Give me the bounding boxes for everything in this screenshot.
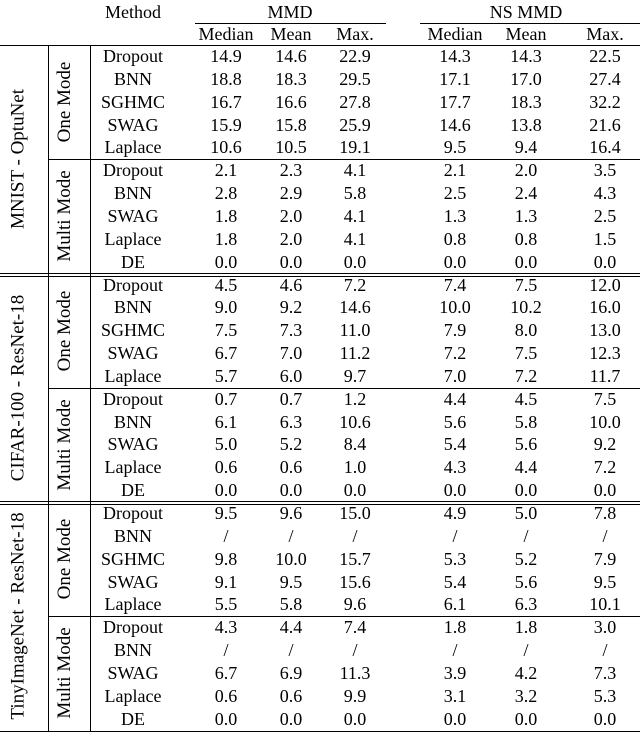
value-cell: 3.9	[443, 662, 467, 683]
value-cell: /	[452, 525, 458, 546]
value-cell: 4.6	[279, 274, 303, 295]
value-cell: 2.1	[443, 160, 467, 181]
value-cell: 4.4	[514, 457, 538, 478]
value-cell: 17.1	[439, 68, 471, 89]
method-cell: SWAG	[107, 571, 159, 592]
value-cell: 8.0	[514, 320, 538, 341]
value-cell: 7.5	[514, 274, 538, 295]
value-cell: 12.3	[589, 343, 621, 364]
value-cell: 0.7	[214, 388, 238, 409]
method-cell: Dropout	[103, 388, 163, 409]
value-cell: 1.3	[514, 205, 538, 226]
value-cell: 12.0	[589, 274, 621, 295]
header-method: Method	[105, 2, 161, 22]
value-cell: 1.8	[214, 205, 238, 226]
header-sub-4: Mean	[505, 24, 547, 44]
header-sub-2: Max.	[336, 24, 374, 44]
value-cell: 10.6	[339, 411, 371, 432]
value-cell: 10.0	[439, 297, 471, 318]
value-cell: 5.6	[514, 434, 538, 455]
value-cell: 10.0	[275, 548, 307, 569]
bottom-rule	[0, 731, 640, 732]
value-cell: 6.3	[279, 411, 303, 432]
value-cell: 5.2	[514, 548, 538, 569]
method-cell: DE	[121, 708, 145, 729]
method-cell: BNN	[113, 640, 152, 661]
value-cell: 0.7	[279, 388, 303, 409]
value-cell: 0.0	[214, 708, 238, 729]
value-cell: 15.8	[275, 114, 307, 135]
value-cell: 14.9	[210, 46, 242, 66]
value-cell: 0.0	[214, 251, 238, 272]
value-cell: 0.0	[343, 251, 367, 272]
value-cell: 7.3	[593, 662, 617, 683]
value-cell: 4.4	[279, 617, 303, 638]
value-cell: 22.9	[339, 46, 371, 66]
value-cell: 0.0	[279, 708, 303, 729]
value-cell: 2.5	[593, 205, 617, 226]
value-cell: 15.7	[339, 548, 371, 569]
value-cell: /	[523, 640, 529, 661]
value-cell: 4.5	[514, 388, 538, 409]
value-cell: /	[352, 640, 358, 661]
value-cell: 9.8	[214, 548, 238, 569]
mode-label: Multi Mode	[54, 170, 75, 263]
value-cell: 9.5	[279, 571, 303, 592]
method-cell: BNN	[113, 297, 152, 318]
value-cell: 7.2	[343, 274, 367, 295]
value-cell: 7.4	[443, 274, 467, 295]
value-cell: 7.2	[514, 365, 538, 386]
header-sub-3: Median	[427, 24, 483, 44]
value-cell: 9.2	[593, 434, 617, 455]
value-cell: 18.3	[275, 68, 307, 89]
value-cell: 4.1	[343, 205, 367, 226]
method-cell: SWAG	[107, 434, 159, 455]
value-cell: 17.0	[510, 68, 542, 89]
value-cell: 29.5	[339, 68, 371, 89]
header-sub-5: Max.	[586, 24, 624, 44]
value-cell: 11.7	[589, 365, 621, 386]
value-cell: 0.0	[443, 251, 467, 272]
mode-label: One Mode	[54, 518, 75, 600]
value-cell: 9.0	[214, 297, 238, 318]
value-cell: 0.0	[279, 480, 303, 501]
value-cell: 7.5	[593, 388, 617, 409]
method-cell: Laplace	[104, 365, 162, 386]
value-cell: 4.3	[214, 617, 238, 638]
value-cell: 6.7	[214, 343, 238, 364]
value-cell: 16.0	[589, 297, 621, 318]
value-cell: 0.0	[443, 708, 467, 729]
value-cell: 1.8	[514, 617, 538, 638]
value-cell: 5.0	[514, 503, 538, 523]
value-cell: 18.3	[510, 91, 542, 112]
value-cell: 0.6	[214, 685, 238, 706]
value-cell: 0.6	[279, 685, 303, 706]
value-cell: 13.0	[589, 320, 621, 341]
value-cell: /	[288, 640, 294, 661]
value-cell: 2.8	[214, 183, 238, 204]
method-cell: Laplace	[104, 137, 162, 158]
method-cell: SGHMC	[100, 91, 166, 112]
value-cell: 3.0	[593, 617, 617, 638]
value-cell: 6.1	[214, 411, 238, 432]
value-cell: 14.6	[439, 114, 471, 135]
value-cell: /	[288, 525, 294, 546]
value-cell: 9.1	[214, 571, 238, 592]
value-cell: 32.2	[589, 91, 621, 112]
value-cell: 4.4	[443, 388, 467, 409]
mode-label: Multi Mode	[54, 627, 75, 720]
value-cell: 0.0	[343, 708, 367, 729]
value-cell: 5.4	[443, 434, 467, 455]
value-cell: 4.2	[514, 662, 538, 683]
value-cell: 1.3	[443, 205, 467, 226]
value-cell: 7.9	[593, 548, 617, 569]
mode-label: One Mode	[54, 290, 75, 371]
header-sub-1: Mean	[270, 24, 312, 44]
method-cell: BNN	[113, 68, 152, 89]
value-cell: 15.9	[210, 114, 242, 135]
value-cell: 13.8	[510, 114, 542, 135]
method-cell: Dropout	[103, 160, 163, 181]
column-rule	[90, 45, 91, 731]
value-cell: 9.7	[343, 365, 367, 386]
value-cell: 8.4	[343, 434, 367, 455]
method-cell: DE	[121, 251, 145, 272]
header-mmd: MMD	[267, 2, 313, 22]
value-cell: 4.3	[443, 457, 467, 478]
dataset-label: TinyImageNet - ResNet-18	[7, 512, 28, 720]
value-cell: 27.8	[339, 91, 371, 112]
value-cell: 0.0	[514, 708, 538, 729]
value-cell: 0.6	[279, 457, 303, 478]
header-ns-mmd: NS MMD	[489, 2, 563, 22]
method-cell: SWAG	[107, 343, 159, 364]
value-cell: /	[223, 525, 229, 546]
method-cell: SGHMC	[100, 320, 166, 341]
value-cell: 11.3	[339, 662, 371, 683]
method-cell: SWAG	[107, 114, 159, 135]
value-cell: 5.0	[214, 434, 238, 455]
value-cell: 17.7	[439, 91, 471, 112]
value-cell: 2.4	[514, 183, 538, 204]
value-cell: 19.1	[339, 137, 371, 158]
value-cell: 0.0	[514, 480, 538, 501]
value-cell: 9.4	[514, 137, 538, 158]
value-cell: 1.8	[214, 228, 238, 249]
mode-label: One Mode	[54, 61, 75, 143]
value-cell: 6.3	[514, 594, 538, 615]
value-cell: 7.5	[514, 343, 538, 364]
value-cell: 9.6	[343, 594, 367, 615]
value-cell: 7.5	[214, 320, 238, 341]
value-cell: 9.6	[279, 503, 303, 523]
value-cell: 9.9	[343, 685, 367, 706]
method-cell: DE	[121, 480, 145, 501]
value-cell: 7.3	[279, 320, 303, 341]
value-cell: 0.0	[279, 251, 303, 272]
value-cell: 4.1	[343, 160, 367, 181]
value-cell: 7.0	[279, 343, 303, 364]
value-cell: 27.4	[589, 68, 621, 89]
method-cell: SWAG	[107, 205, 159, 226]
value-cell: 7.8	[593, 503, 617, 523]
value-cell: 7.0	[443, 365, 467, 386]
value-cell: 2.9	[279, 183, 303, 204]
value-cell: 18.8	[210, 68, 242, 89]
value-cell: 3.1	[443, 685, 467, 706]
value-cell: 2.0	[279, 205, 303, 226]
value-cell: 10.0	[589, 411, 621, 432]
column-rule	[48, 45, 49, 731]
value-cell: 15.6	[339, 571, 371, 592]
value-cell: 5.7	[214, 365, 238, 386]
method-cell: Laplace	[104, 685, 162, 706]
value-cell: 14.6	[275, 46, 307, 66]
header-sub-0: Median	[198, 24, 254, 44]
value-cell: 6.0	[279, 365, 303, 386]
value-cell: 14.3	[510, 46, 542, 66]
value-cell: /	[602, 525, 608, 546]
value-cell: 10.5	[275, 137, 307, 158]
value-cell: 0.0	[214, 480, 238, 501]
value-cell: 3.5	[593, 160, 617, 181]
value-cell: 0.8	[443, 228, 467, 249]
value-cell: 0.0	[593, 251, 617, 272]
value-cell: 5.8	[279, 594, 303, 615]
value-cell: 5.6	[443, 411, 467, 432]
value-cell: 1.5	[593, 228, 617, 249]
value-cell: 25.9	[339, 114, 371, 135]
value-cell: 6.9	[279, 662, 303, 683]
value-cell: 2.5	[443, 183, 467, 204]
dataset-label: MNIST - OptuNet	[7, 89, 28, 230]
value-cell: 0.0	[443, 480, 467, 501]
value-cell: 7.2	[593, 457, 617, 478]
value-cell: 4.5	[214, 274, 238, 295]
method-cell: BNN	[113, 183, 152, 204]
value-cell: 2.3	[279, 160, 303, 181]
method-cell: SWAG	[107, 662, 159, 683]
value-cell: 14.3	[439, 46, 471, 66]
value-cell: 15.0	[339, 503, 371, 523]
value-cell: 11.0	[339, 320, 371, 341]
value-cell: 22.5	[589, 46, 621, 66]
value-cell: 6.1	[443, 594, 467, 615]
value-cell: /	[223, 640, 229, 661]
method-cell: SGHMC	[100, 548, 166, 569]
value-cell: 7.4	[343, 617, 367, 638]
method-cell: Laplace	[104, 594, 162, 615]
value-cell: 4.9	[443, 503, 467, 523]
method-cell: Laplace	[104, 228, 162, 249]
value-cell: 9.5	[443, 137, 467, 158]
value-cell: 6.7	[214, 662, 238, 683]
value-cell: 5.2	[279, 434, 303, 455]
value-cell: 7.2	[443, 343, 467, 364]
value-cell: 5.3	[443, 548, 467, 569]
method-cell: Laplace	[104, 457, 162, 478]
value-cell: 0.0	[593, 480, 617, 501]
value-cell: 2.1	[214, 160, 238, 181]
value-cell: 16.7	[210, 91, 242, 112]
value-cell: 1.2	[343, 388, 367, 409]
value-cell: 5.8	[343, 183, 367, 204]
value-cell: 7.9	[443, 320, 467, 341]
value-cell: 16.4	[589, 137, 621, 158]
value-cell: /	[523, 525, 529, 546]
method-cell: BNN	[113, 525, 152, 546]
value-cell: 5.8	[514, 411, 538, 432]
value-cell: 16.6	[275, 91, 307, 112]
dataset-label: CIFAR-100 - ResNet-18	[7, 294, 28, 481]
mode-label: Multi Mode	[54, 399, 75, 491]
value-cell: 4.1	[343, 228, 367, 249]
value-cell: 5.5	[214, 594, 238, 615]
value-cell: 0.0	[593, 708, 617, 729]
value-cell: 10.2	[510, 297, 542, 318]
value-cell: 14.6	[339, 297, 371, 318]
value-cell: 0.6	[214, 457, 238, 478]
method-cell: Dropout	[103, 617, 163, 638]
value-cell: 10.6	[210, 137, 242, 158]
value-cell: 21.6	[589, 114, 621, 135]
value-cell: 0.8	[514, 228, 538, 249]
value-cell: 1.8	[443, 617, 467, 638]
value-cell: 3.2	[514, 685, 538, 706]
value-cell: 2.0	[279, 228, 303, 249]
value-cell: 5.3	[593, 685, 617, 706]
method-cell: Dropout	[103, 503, 163, 523]
value-cell: /	[602, 640, 608, 661]
value-cell: /	[352, 525, 358, 546]
value-cell: 5.6	[514, 571, 538, 592]
value-cell: 0.0	[514, 251, 538, 272]
value-cell: 2.0	[514, 160, 538, 181]
value-cell: 9.2	[279, 297, 303, 318]
value-cell: 9.5	[214, 503, 238, 523]
value-cell: /	[452, 640, 458, 661]
method-cell: BNN	[113, 411, 152, 432]
header-rule	[0, 45, 640, 46]
value-cell: 11.2	[339, 343, 371, 364]
value-cell: 9.5	[593, 571, 617, 592]
value-cell: 4.3	[593, 183, 617, 204]
method-cell: Dropout	[103, 274, 163, 295]
value-cell: 10.1	[589, 594, 621, 615]
value-cell: 0.0	[343, 480, 367, 501]
value-cell: 1.0	[343, 457, 367, 478]
value-cell: 5.4	[443, 571, 467, 592]
method-cell: Dropout	[103, 46, 163, 66]
